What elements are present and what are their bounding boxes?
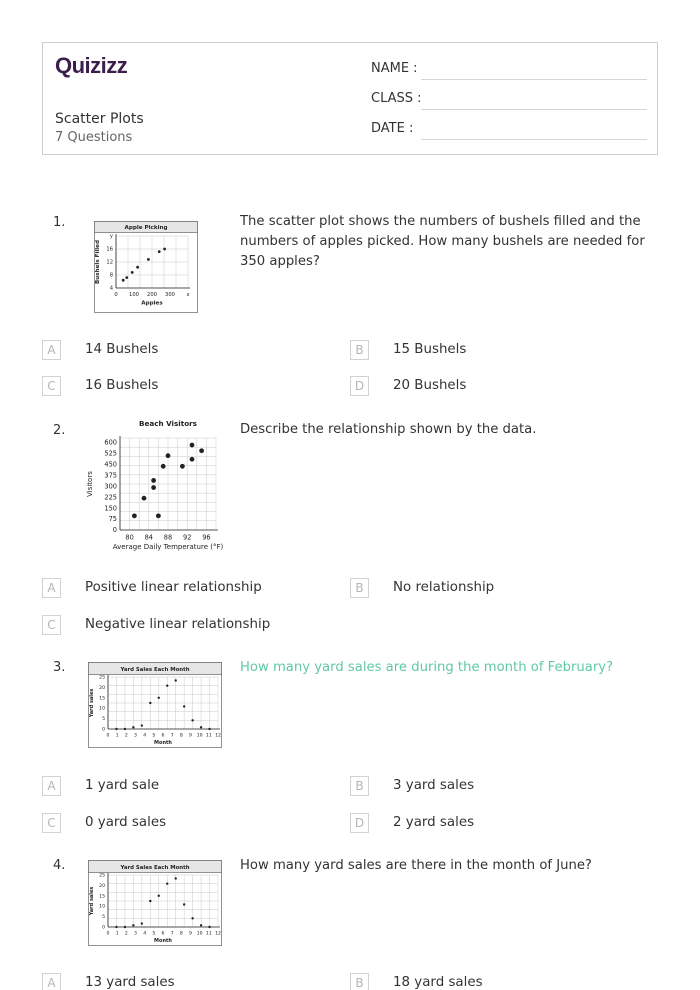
y-tick-label: 525 — [104, 449, 117, 458]
option-text[interactable]: 13 yard sales — [85, 975, 175, 990]
data-point — [163, 248, 166, 251]
option-text[interactable]: 20 Bushels — [393, 378, 467, 393]
data-point — [132, 513, 137, 518]
option-box-b[interactable]: B — [350, 973, 369, 990]
option-box-c[interactable]: C — [42, 813, 61, 833]
y-axis-label: Yard sales — [89, 886, 95, 916]
name-line — [421, 79, 647, 80]
data-point — [166, 882, 168, 884]
data-point — [136, 266, 139, 269]
chart-title: Beach Visitors — [139, 419, 197, 428]
data-point — [200, 924, 202, 926]
x-tick-label: 10 — [196, 931, 203, 937]
option-text[interactable]: 18 yard sales — [393, 975, 483, 990]
class-line — [421, 109, 647, 110]
y-tick-label: 8 — [109, 272, 113, 279]
x-tick-label: 200 — [147, 292, 157, 299]
date-line — [421, 139, 647, 140]
y-tick-label: 5 — [102, 717, 105, 723]
option-box-a[interactable]: A — [42, 578, 61, 598]
data-point — [200, 726, 202, 728]
data-point — [158, 895, 160, 897]
x-axis-label: Apples — [141, 300, 163, 307]
class-label: CLASS : — [371, 91, 422, 106]
data-point — [132, 726, 134, 728]
y-tick-label: 375 — [104, 471, 117, 480]
quizizz-logo: Quizizz — [55, 53, 128, 78]
x-tick-label: 1 — [115, 733, 119, 739]
y-axis-label: Visitors — [86, 471, 94, 497]
y-tick-label: 0 — [102, 727, 105, 733]
x-tick-label: 2 — [124, 733, 128, 739]
question-4-number: 4. — [53, 858, 66, 873]
question-2-number: 2. — [53, 423, 66, 438]
data-point — [199, 448, 204, 453]
date-label: DATE : — [371, 121, 414, 136]
x-tick-label: 11 — [205, 733, 212, 739]
data-point — [131, 271, 134, 274]
y-tick-label: 600 — [104, 438, 117, 447]
chart-title: Yard Sales Each Month — [120, 865, 190, 871]
x-tick-label: 88 — [163, 533, 173, 542]
y-tick-label: 0 — [102, 925, 105, 931]
data-point — [125, 276, 128, 279]
option-text[interactable]: 16 Bushels — [85, 378, 159, 393]
data-point — [166, 684, 168, 686]
y-tick-label: 25 — [99, 675, 105, 681]
x-tick-label: 6 — [161, 733, 165, 739]
y-tick-label: 12 — [106, 259, 113, 266]
data-point — [141, 724, 143, 726]
data-point — [151, 478, 156, 483]
data-point — [174, 679, 176, 681]
data-point — [149, 900, 151, 902]
option-box-b[interactable]: B — [350, 776, 369, 796]
x-tick-label: 4 — [143, 931, 147, 937]
data-point — [166, 453, 171, 458]
data-point — [147, 258, 150, 261]
data-point — [122, 279, 125, 282]
option-text[interactable]: 15 Bushels — [393, 342, 467, 357]
data-point — [208, 926, 210, 928]
data-point — [149, 702, 151, 704]
data-point — [183, 903, 185, 905]
option-text[interactable]: 2 yard sales — [393, 815, 475, 830]
question-2-text: Describe the relationship shown by the data. — [240, 422, 537, 437]
option-text[interactable]: 14 Bushels — [85, 342, 159, 357]
option-box-d[interactable]: D — [350, 813, 369, 833]
option-text[interactable]: 0 yard sales — [85, 815, 167, 830]
x-tick-label: 3 — [134, 931, 137, 937]
x-tick-label: 12 — [215, 931, 221, 937]
option-box-b[interactable]: B — [350, 340, 369, 360]
x-tick-label: 12 — [215, 733, 221, 739]
x-tick-label: 7 — [170, 733, 174, 739]
data-point — [191, 917, 193, 919]
y-tick-label: 225 — [104, 493, 117, 502]
x-tick-label: 10 — [196, 733, 203, 739]
yard-sales-chart — [88, 860, 222, 946]
x-axis-label: Average Daily Temperature (°F) — [112, 543, 224, 552]
y-tick-label: 300 — [104, 482, 117, 491]
data-point — [124, 926, 126, 928]
y-tick-label: 20 — [99, 883, 105, 889]
option-box-a[interactable]: A — [42, 973, 61, 990]
y-tick-label: 15 — [99, 696, 105, 702]
x-tick-label: 100 — [129, 292, 139, 299]
data-point — [190, 443, 195, 448]
y-tick-label: 20 — [99, 685, 105, 691]
data-point — [115, 926, 117, 928]
y-tick-label: 15 — [99, 894, 105, 900]
x-tick-label: 2 — [124, 931, 128, 937]
name-label: NAME : — [371, 61, 418, 76]
x-tick-label: 5 — [152, 733, 156, 739]
y-axis-label: Yard sales — [89, 688, 95, 718]
option-box-d[interactable]: D — [350, 376, 369, 396]
apple-picking-chart — [94, 221, 198, 313]
data-point — [142, 496, 147, 501]
data-point — [151, 485, 156, 490]
y-tick-label: 5 — [102, 915, 105, 921]
y-axis-label: Bushels Filled — [95, 240, 101, 284]
data-point — [174, 877, 176, 879]
x-tick-label: 9 — [189, 931, 192, 937]
y-tick-label: 4 — [109, 285, 113, 292]
x-tick-label: 6 — [161, 931, 165, 937]
worksheet-title: Scatter Plots — [55, 111, 144, 127]
x-tick-label: 3 — [134, 733, 137, 739]
x-tick-label: 0 — [106, 733, 110, 739]
data-point — [191, 719, 193, 721]
question-3-number: 3. — [53, 660, 66, 675]
y-tick-label: 16 — [106, 246, 113, 253]
y-tick-label: 10 — [99, 706, 105, 712]
data-point — [158, 697, 160, 699]
data-point — [141, 922, 143, 924]
data-point — [161, 464, 166, 469]
data-point — [124, 728, 126, 730]
x-tick-label: 0 — [106, 931, 110, 937]
option-text[interactable]: 3 yard sales — [393, 778, 475, 793]
x-tick-label: 80 — [125, 533, 134, 542]
data-point — [180, 464, 185, 469]
question-1-number: 1. — [53, 215, 66, 230]
question-4-text: How many yard sales are there in the month of June? — [240, 858, 592, 873]
data-point — [115, 728, 117, 730]
x-tick-label: x — [186, 292, 190, 299]
option-text[interactable]: No relationship — [393, 580, 495, 595]
data-point — [183, 705, 185, 707]
x-tick-label: 92 — [183, 533, 192, 542]
option-box-b[interactable]: B — [350, 578, 369, 598]
chart-title: Yard Sales Each Month — [120, 667, 190, 673]
data-point — [208, 728, 210, 730]
x-tick-label: 1 — [115, 931, 119, 937]
x-tick-label: 9 — [189, 733, 192, 739]
x-tick-label: 11 — [205, 931, 212, 937]
x-tick-label: 7 — [170, 931, 174, 937]
x-axis-label: Month — [154, 740, 172, 747]
option-box-c[interactable]: C — [42, 376, 61, 396]
question-1-text: The scatter plot shows the numbers of bushels filled and the numbers of apples picked. How many bushels are needed for 350 apples? — [240, 214, 645, 269]
y-tick-label: 10 — [99, 904, 105, 910]
option-box-a[interactable]: A — [42, 340, 61, 360]
option-box-a[interactable]: A — [42, 776, 61, 796]
y-tick-label: 75 — [108, 515, 117, 524]
worksheet-header — [42, 42, 658, 155]
x-tick-label: 84 — [144, 533, 153, 542]
option-text[interactable]: Negative linear relationship — [85, 617, 271, 632]
x-tick-label: 96 — [202, 533, 211, 542]
x-tick-label: 5 — [152, 931, 156, 937]
data-point — [132, 924, 134, 926]
x-tick-label: 300 — [165, 292, 175, 299]
x-tick-label: 0 — [114, 292, 118, 299]
yard-sales-chart — [88, 662, 222, 748]
option-text[interactable]: Positive linear relationship — [85, 580, 262, 595]
data-point — [158, 250, 161, 253]
beach-visitors-chart — [84, 416, 234, 558]
chart-title: Apple Picking — [124, 225, 168, 231]
data-point — [190, 457, 195, 462]
y-tick-label: y — [109, 233, 113, 240]
y-tick-label: 150 — [104, 504, 117, 513]
x-tick-label: 8 — [179, 931, 183, 937]
option-text[interactable]: 1 yard sale — [85, 778, 160, 793]
question-count: 7 Questions — [55, 130, 133, 145]
y-tick-label: 450 — [104, 460, 117, 469]
y-tick-label: 0 — [112, 526, 117, 535]
x-axis-label: Month — [154, 938, 172, 945]
y-tick-label: 25 — [99, 873, 105, 879]
option-box-c[interactable]: C — [42, 615, 61, 635]
question-3-text: How many yard sales are during the month of February? — [240, 660, 614, 675]
x-tick-label: 8 — [179, 733, 183, 739]
data-point — [156, 513, 161, 518]
x-tick-label: 4 — [143, 733, 147, 739]
